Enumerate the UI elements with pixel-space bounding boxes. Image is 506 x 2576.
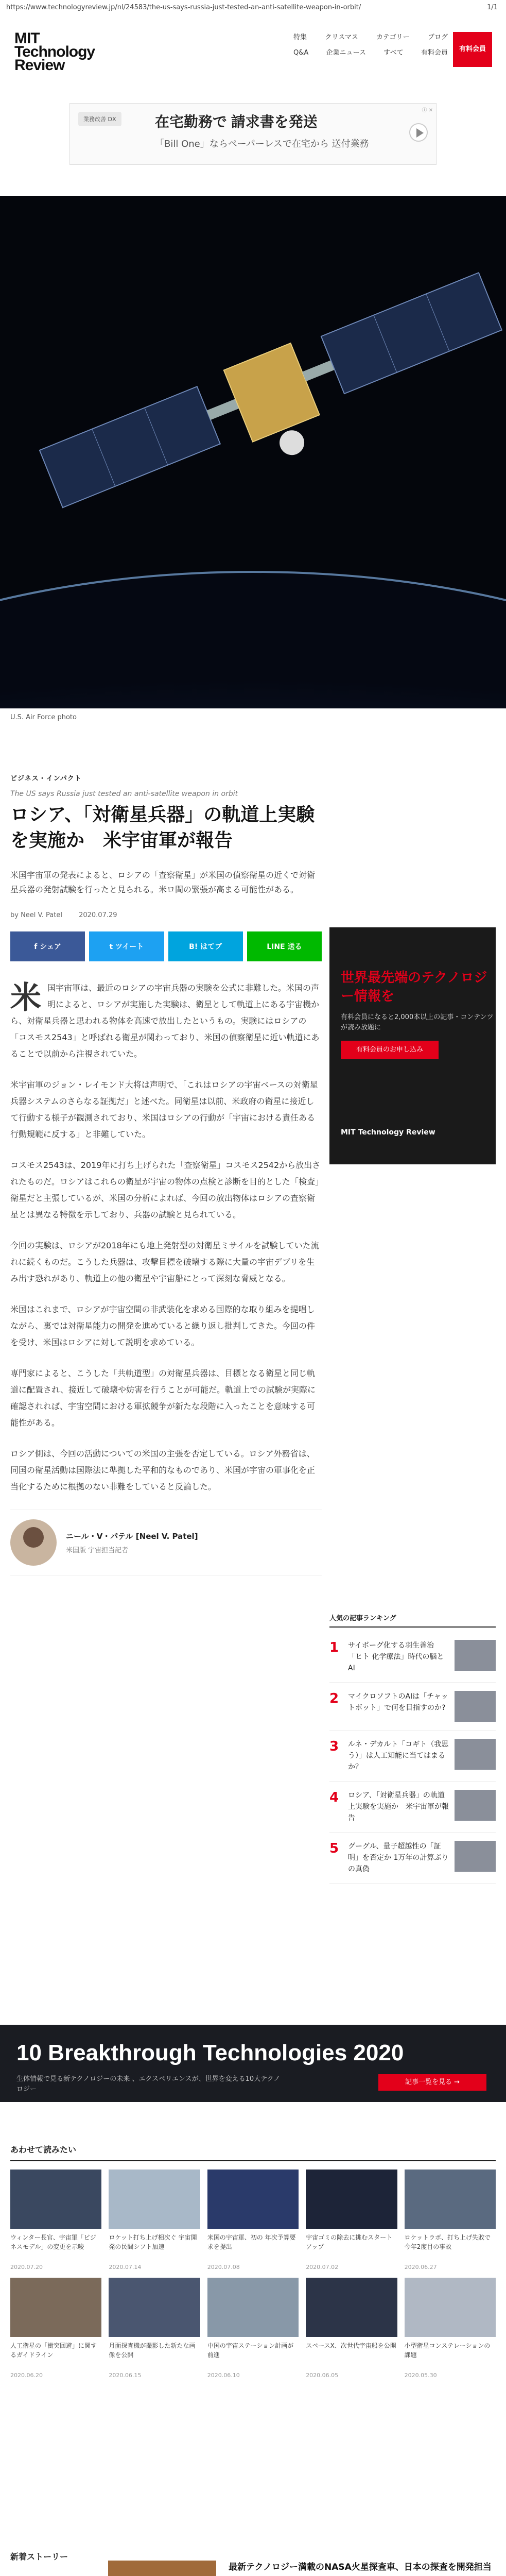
rank-title[interactable]: マイクロソフトのAIは「チャットボット」で何を目指すのか? bbox=[348, 1692, 448, 1712]
main-nav bbox=[293, 30, 448, 61]
rank-thumbnail[interactable] bbox=[455, 1691, 496, 1722]
related-thumbnail[interactable] bbox=[109, 2278, 200, 2337]
ranking-heading: 人気の記事ランキング bbox=[329, 1613, 496, 1628]
breakthrough-banner[interactable] bbox=[0, 2025, 506, 2102]
author-link[interactable]: by Neel V. Patel bbox=[10, 911, 62, 919]
related-card[interactable] bbox=[207, 2278, 299, 2379]
ranking-item[interactable] bbox=[329, 1833, 496, 1884]
latest-thumbnail[interactable] bbox=[108, 2561, 216, 2576]
nav-item[interactable]: ブログ bbox=[427, 33, 448, 41]
nav-item[interactable]: 有料会員 bbox=[421, 49, 448, 57]
latest-heading: 新着ストーリー bbox=[10, 2552, 68, 2562]
related-thumbnail[interactable] bbox=[405, 2278, 496, 2337]
paragraph: 米宇宙軍のジョン・レイモンド大将は声明で、「これはロシアの宇宙ベースの対衛星兵器システムのさらなる証拠だ」と述べた。同衛星は以前、米政府の衛星に接近して行動する様子が観測されており、米国はロシアの行動が「宇宙における責任ある行動規範に反する」と非難していた。 bbox=[10, 1080, 318, 1139]
satellite-illustration bbox=[0, 196, 506, 708]
related-card[interactable] bbox=[405, 2170, 496, 2270]
related-date: 2020.06.20 bbox=[10, 2372, 43, 2379]
address-url: https://www.technologyreview.jp/nl/24583/the-us-says-russia-just-tested-an-anti-satellite-weapon-in-orbit/ bbox=[6, 4, 361, 11]
related-card[interactable] bbox=[306, 2278, 397, 2379]
rank-number: 3 bbox=[329, 1739, 339, 1754]
banner-cta-button[interactable]: 記事一覧を見る → bbox=[378, 2074, 486, 2091]
facebook-share-button[interactable]: f シェア bbox=[10, 931, 85, 961]
related-title[interactable]: 人工衛星の「衝突回避」に関するガイドライン bbox=[10, 2342, 97, 2359]
nav-item[interactable]: 企業ニュース bbox=[326, 49, 366, 57]
ad-info-icon[interactable]: ⓘ ✕ bbox=[422, 108, 433, 113]
paragraph: 米国はこれまで、ロシアが宇宙空間の非武装化を求める国際的な取り組みを提唱しながら、裏では対衛星能力の開発を進めていると繰り返し批判してきた。今回の件を受け、米国はロシアに対して説明を求めている。 bbox=[10, 1304, 316, 1347]
site-logo[interactable] bbox=[14, 32, 95, 72]
nav-item[interactable]: クリスマス bbox=[325, 33, 358, 41]
related-thumbnail[interactable] bbox=[10, 2278, 101, 2337]
related-title[interactable]: 米国の宇宙軍、初の 年次予算要求を提出 bbox=[207, 2234, 296, 2250]
rank-title[interactable]: ルネ・デカルト「コギト（我思う）」は人工知能に当てはまるか？ bbox=[348, 1740, 449, 1771]
related-title[interactable]: 宇宙ゴミの除去に挑むスタートアップ bbox=[306, 2234, 393, 2250]
article-en-title: The US says Russia just tested an anti-satellite weapon in orbit bbox=[10, 790, 238, 798]
nav-item[interactable]: 特集 bbox=[293, 33, 307, 41]
ranking-item[interactable] bbox=[329, 1731, 496, 1782]
banner-title: 10 Breakthrough Technologies 2020 bbox=[16, 2040, 404, 2065]
rank-number: 4 bbox=[329, 1790, 339, 1805]
banner-subtitle: 生体情報で見る新テクノロジーの未来 、エクスペリエンスが、世界を変える10大テクノロジー bbox=[16, 2075, 281, 2093]
rank-number: 2 bbox=[329, 1691, 339, 1706]
hatena-share-button[interactable]: B! はてブ bbox=[168, 931, 243, 961]
sidebar-ad-logo: MIT Technology Review bbox=[341, 1128, 435, 1137]
subscribe-button[interactable]: 有料会員 bbox=[453, 32, 492, 67]
related-card[interactable] bbox=[207, 2170, 299, 2270]
paragraph: 専門家によると、こうした「共軌道型」の対衛星兵器は、目標となる衛星と同じ軌道に配置され、接近して破壊や妨害を行うことが可能だ。軌道上での試験が実際に確認されれば、宇宙空間における軍拡競争が新たな段階に入ったことを意味する可能性がある。 bbox=[10, 1368, 316, 1428]
logo-line-1: MIT bbox=[14, 30, 40, 47]
hero-caption: U.S. Air Force photo bbox=[10, 714, 77, 721]
ranking-item[interactable] bbox=[329, 1683, 496, 1731]
related-date: 2020.07.02 bbox=[306, 2264, 339, 2270]
related-thumbnail[interactable] bbox=[109, 2170, 200, 2229]
paragraph: 米国宇宙軍は、最近のロシアの宇宙兵器の実験を公式に非難した。米国の声明によると、ロシアが実施した実験は、衛星として軌道上にある宇宙機から、対衛星兵器と思われる物体を高速で放出したというもの。実験にはロシアの「コスモス2543」と呼ばれる衛星が関わっており、米国の偵察衛星に近い軌道にあることで以前から注視されていた。 bbox=[10, 981, 320, 1059]
related-date: 2020.07.20 bbox=[10, 2264, 43, 2270]
twitter-share-button[interactable]: t ツイート bbox=[89, 931, 164, 961]
related-thumbnail[interactable] bbox=[306, 2278, 397, 2337]
article-title: ロシア、「対衛星兵器」の軌道上実験を実施か 米宇宙軍が報告 bbox=[10, 804, 315, 851]
nav-item[interactable]: すべて bbox=[383, 49, 404, 57]
related-thumbnail[interactable] bbox=[306, 2170, 397, 2229]
related-title[interactable]: スペースX、次世代宇宙船を公開 bbox=[306, 2342, 396, 2349]
related-card[interactable] bbox=[10, 2170, 101, 2270]
author-role: 米国版 宇宙担当記者 bbox=[66, 1547, 129, 1554]
paragraph: ロシア側は、今回の活動についての米国の主張を否定している。ロシア外務省は、同国の衛星活動は国際法に準拠した平和的なものであり、米国が宇宙の軍事化を正当化するために根拠のない非難をしていると反論した。 bbox=[10, 1449, 316, 1492]
ad-headline: 在宅勤務で 請求書を発送 bbox=[155, 114, 318, 130]
paragraph: 今回の実験は、ロシアが2018年にも地上発射型の対衛星ミサイルを試験していた流れに続くものだ。こうした兵器は、攻撃目標を破壊する際に大量の宇宙デブリを生み出す恐れがあり、軌道上の他の衛星や宇宙船にとって深刻な脅威となる。 bbox=[10, 1241, 319, 1283]
rank-title[interactable]: サイボーグ化する羽生善治 「ヒト 化学療法」時代の脳とAI bbox=[348, 1641, 444, 1672]
avatar[interactable] bbox=[10, 1519, 57, 1566]
byline bbox=[10, 911, 322, 919]
rank-thumbnail[interactable] bbox=[455, 1739, 496, 1770]
ranking-widget bbox=[329, 1613, 496, 1884]
play-icon[interactable] bbox=[409, 123, 428, 142]
share-bar bbox=[10, 931, 322, 961]
related-card[interactable] bbox=[109, 2278, 200, 2379]
dropcap: 米 bbox=[10, 981, 41, 1015]
nav-item[interactable]: カテゴリー bbox=[376, 33, 410, 41]
logo-line-3: Review bbox=[14, 57, 65, 74]
related-card[interactable] bbox=[405, 2278, 496, 2379]
ranking-item[interactable] bbox=[329, 1632, 496, 1683]
sidebar-ad-button[interactable]: 有料会員のお申し込み bbox=[341, 1041, 439, 1059]
article-body bbox=[10, 980, 322, 1495]
ranking-item[interactable] bbox=[329, 1782, 496, 1833]
paragraph: コスモス2543は、2019年に打ち上げられた「查察衛星」コスモス2542から放出されたものだ。ロシアはこれらの衛星が宇宙の物体の点検と診断を目的とした「検査」衛星だと主張しているが、米国の分析によれば、今回の放出物体はロシアの査察衛星とは異なる特徴を示しており、兵器の試験と見られている。 bbox=[10, 1160, 321, 1219]
related-title[interactable]: 小型衛星コンステレーションの課題 bbox=[404, 2342, 491, 2359]
top-ad-banner[interactable] bbox=[69, 103, 437, 165]
related-thumbnail[interactable] bbox=[10, 2170, 101, 2229]
related-title[interactable]: ロケットラボ、打ち上げ失敗で今年2度目の事故 bbox=[404, 2234, 491, 2250]
line-share-button[interactable]: LINE 送る bbox=[247, 931, 322, 961]
sidebar-ad-text: 有料会員になると2,000本以上の記事・コンテンツが読み放題に bbox=[341, 1013, 494, 1031]
rank-thumbnail[interactable] bbox=[455, 1790, 496, 1821]
related-date: 2020.06.27 bbox=[404, 2264, 437, 2270]
rank-number: 1 bbox=[329, 1640, 339, 1655]
related-card[interactable] bbox=[10, 2278, 101, 2379]
related-date: 2020.07.08 bbox=[207, 2264, 240, 2270]
article bbox=[10, 773, 322, 1575]
ad-pill: 業務改善 DX bbox=[78, 112, 121, 126]
site-header bbox=[0, 21, 506, 74]
author-name[interactable]: ニール・V・パテル [Neel V. Patel] bbox=[66, 1532, 198, 1541]
related-date: 2020.06.10 bbox=[207, 2372, 240, 2379]
ad-subline: 「Bill One」ならペーパーレスで在宅から 送付業務 bbox=[155, 139, 369, 149]
related-card[interactable] bbox=[109, 2170, 200, 2270]
related-title[interactable]: ロケット打ち上げ相次ぐ 宇宙開発の民間シフト加速 bbox=[109, 2234, 197, 2250]
hero-image bbox=[0, 196, 506, 708]
rank-thumbnail[interactable] bbox=[455, 1640, 496, 1671]
related-date: 2020.06.15 bbox=[109, 2372, 142, 2379]
publish-date: 2020.07.29 bbox=[79, 911, 117, 919]
related-date: 2020.07.14 bbox=[109, 2264, 142, 2270]
nav-item[interactable]: Q&A bbox=[293, 49, 309, 57]
rank-title[interactable]: グーグル、量子超越性の「証明」を否定か 1万年の計算ぶりの真偽 bbox=[348, 1842, 449, 1873]
related-thumbnail[interactable] bbox=[405, 2170, 496, 2229]
rank-thumbnail[interactable] bbox=[455, 1841, 496, 1872]
logo-line-2: Technology bbox=[14, 43, 95, 60]
article-category[interactable]: ビジネス・インパクト bbox=[10, 775, 82, 783]
author-box bbox=[10, 1510, 322, 1575]
related-title[interactable]: ウィンター長官、宇宙軍「ビジネスモデル」の変更を示唆 bbox=[10, 2234, 96, 2250]
related-title[interactable]: 中国の宇宙ステーション計画が前進 bbox=[207, 2342, 294, 2359]
page-indicator: 1/1 bbox=[487, 4, 498, 11]
sidebar-ad-title: 世界最先端のテクノロジー情報を bbox=[341, 970, 487, 1004]
related-heading: あわせて読みたい bbox=[10, 2143, 496, 2161]
sidebar-ad[interactable] bbox=[329, 927, 496, 1164]
latest-title[interactable]: 最新テクノロジー満載のNASA火星探査車、日本の探査を開発担当 bbox=[229, 2562, 492, 2572]
article-lede: 米国宇宙軍の発表によると、ロシアの「查察衛星」が米国の偵察衛星の近くで対衛星兵器の発射試験を行ったと見られる。米ロ間の緊張が高まる可能性がある。 bbox=[10, 870, 316, 894]
related-card[interactable] bbox=[306, 2170, 397, 2270]
related-thumbnail[interactable] bbox=[207, 2170, 299, 2229]
address-bar[interactable] bbox=[0, 0, 506, 15]
rank-number: 5 bbox=[329, 1841, 339, 1856]
related-thumbnail[interactable] bbox=[207, 2278, 299, 2337]
rank-title[interactable]: ロシア、「対衛星兵器」の軌道上実験を実施か 米宇宙軍が報告 bbox=[348, 1791, 449, 1822]
related-articles bbox=[10, 2143, 496, 2379]
related-title[interactable]: 月面探査機が撮影した新たな画像を公開 bbox=[109, 2342, 196, 2359]
related-grid bbox=[10, 2170, 496, 2379]
related-date: 2020.05.30 bbox=[404, 2372, 437, 2379]
latest-stories bbox=[10, 2550, 496, 2576]
latest-item[interactable] bbox=[108, 2550, 496, 2576]
related-date: 2020.06.05 bbox=[306, 2372, 339, 2379]
